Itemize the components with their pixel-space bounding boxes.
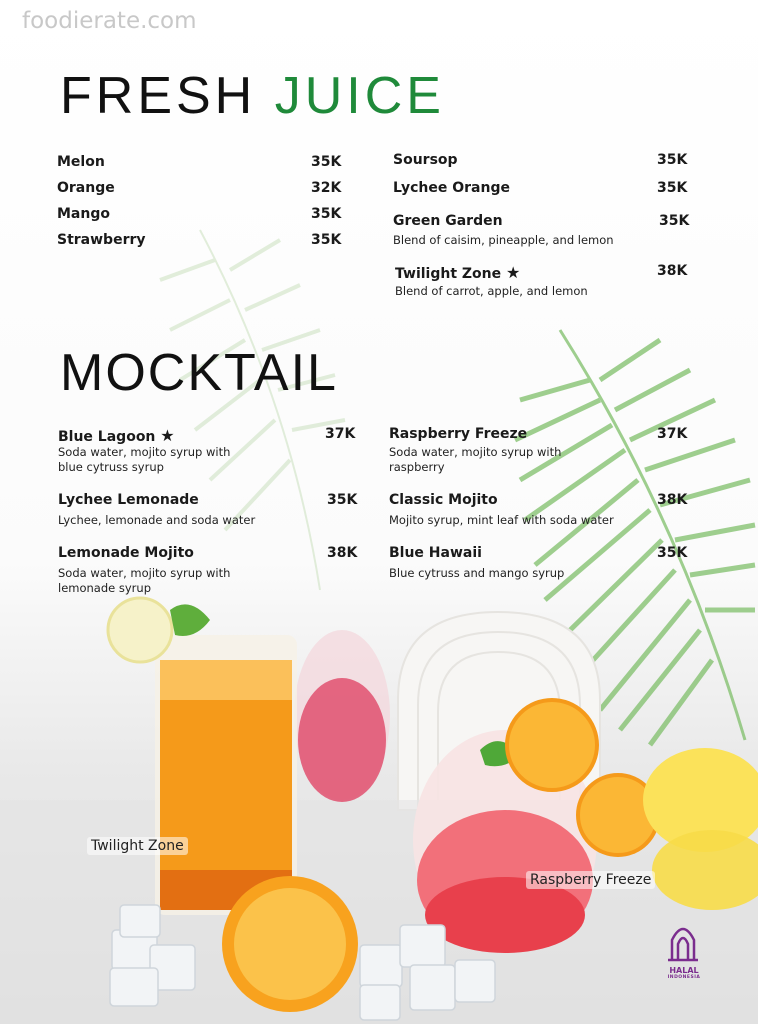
lemon-slice-icon xyxy=(108,598,172,662)
halal-text: HALAL xyxy=(669,966,699,975)
mocktail-item-name: Raspberry Freeze xyxy=(389,426,528,442)
mocktail-item-label: Blue Lagoon xyxy=(58,429,156,445)
mocktail-item-desc: Soda water, mojito syrup with xyxy=(58,445,231,459)
mocktail-item-desc: raspberry xyxy=(389,460,445,474)
juice-item-price: 35K xyxy=(657,152,688,168)
mocktail-item-name: Blue Hawaii xyxy=(389,545,482,561)
juice-item-price: 35K xyxy=(657,180,688,196)
mocktail-title: MOCKTAIL xyxy=(60,344,338,402)
juice-item-name: Melon xyxy=(57,154,105,170)
mocktail-item-name: Classic Mojito xyxy=(389,492,498,508)
mocktail-item-name: Lemonade Mojito xyxy=(58,545,194,561)
juice-item-price: 35K xyxy=(311,206,342,222)
juice-item-name: Lychee Orange xyxy=(393,180,510,196)
caption-twilight-zone: Twilight Zone xyxy=(87,837,188,855)
halal-country: INDONESIA xyxy=(667,975,701,980)
pink-glass-back-icon xyxy=(294,630,390,802)
juice-item-price: 35K xyxy=(311,232,342,248)
palm-leaf-left-icon xyxy=(160,230,345,590)
juice-item-name: Mango xyxy=(57,206,110,222)
juice-item-desc: Blend of caisim, pineapple, and lemon xyxy=(393,233,614,247)
mocktail-item-desc: lemonade syrup xyxy=(58,581,151,595)
juice-item-label: Twilight Zone xyxy=(395,266,502,282)
caption-raspberry-freeze: Raspberry Freeze xyxy=(526,871,655,889)
mocktail-item-price: 37K xyxy=(325,426,356,442)
title-juice: JUICE xyxy=(274,67,445,125)
fresh-juice-title xyxy=(60,66,445,126)
juice-item-name: Strawberry xyxy=(57,232,146,248)
juice-item-price: 38K xyxy=(657,263,688,279)
watermark: foodierate.com xyxy=(22,8,197,34)
orange-slice-icon xyxy=(507,700,597,790)
juice-item-desc: Blend of carrot, apple, and lemon xyxy=(395,284,588,298)
mocktail-item-price: 37K xyxy=(657,426,688,442)
mint-leaf-icon xyxy=(170,604,210,636)
star-icon: ★ xyxy=(160,426,175,445)
mocktail-item-desc: Blue cytruss and mango syrup xyxy=(389,566,565,580)
juice-item-price: 35K xyxy=(311,154,342,170)
star-icon: ★ xyxy=(506,263,521,282)
juice-item-name: Orange xyxy=(57,180,115,196)
mocktail-item-price: 35K xyxy=(327,492,358,508)
mocktail-item-name: Lychee Lemonade xyxy=(58,492,199,508)
mocktail-item-desc: Lychee, lemonade and soda water xyxy=(58,513,256,527)
mocktail-item-desc: Soda water, mojito syrup with xyxy=(389,445,562,459)
juice-item-name xyxy=(395,263,520,282)
mocktail-item-price: 38K xyxy=(657,492,688,508)
juice-item-name: Green Garden xyxy=(393,213,503,229)
halal-label xyxy=(664,966,704,980)
title-fresh: FRESH xyxy=(60,67,257,125)
mocktail-item-desc: Soda water, mojito syrup with xyxy=(58,566,231,580)
juice-item-price: 35K xyxy=(659,213,690,229)
mocktail-item-desc: Mojito syrup, mint leaf with soda water xyxy=(389,513,614,527)
mocktail-item-name xyxy=(58,426,175,445)
juice-item-price: 32K xyxy=(311,180,342,196)
orange-glass-icon xyxy=(155,635,297,915)
mocktail-item-price: 38K xyxy=(327,545,358,561)
mocktail-item-desc: blue cytruss syrup xyxy=(58,460,164,474)
mocktail-item-price: 35K xyxy=(657,545,688,561)
juice-item-name: Soursop xyxy=(393,152,458,168)
